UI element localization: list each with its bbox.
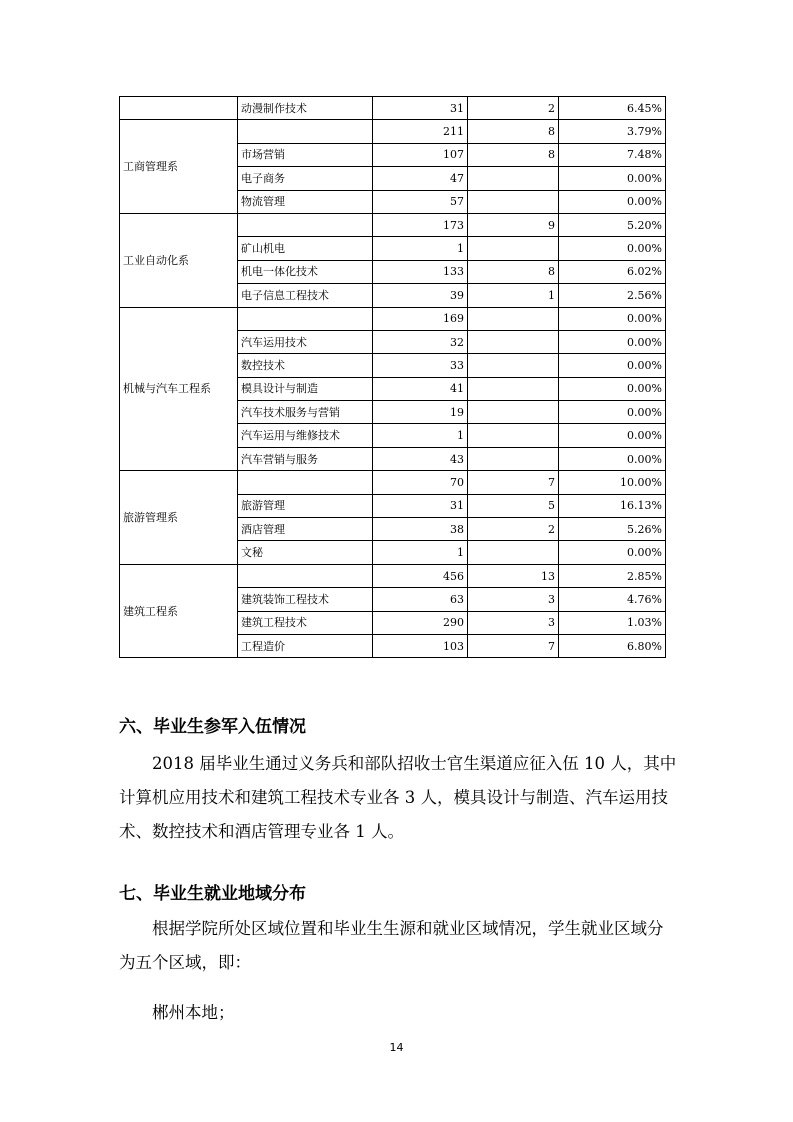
rate-cell: 6.80% [559,634,666,657]
rate-cell: 5.20% [559,213,666,236]
rate-cell: 10.00% [559,471,666,494]
enlisted-cell [468,307,559,330]
section7-paragraph: 根据学院所处区域位置和毕业生生源和就业区域情况，学生就业区域分为五个区域，即： [119,919,664,972]
department-cell: 机械与汽车工程系 [120,307,238,471]
count-cell: 1 [373,237,468,260]
major-cell: 电子商务 [238,167,373,190]
count-cell: 63 [373,588,468,611]
enlisted-cell [468,167,559,190]
rate-cell: 16.13% [559,494,666,517]
rate-cell: 2.56% [559,284,666,307]
enlisted-cell: 1 [468,284,559,307]
table-row [120,97,666,120]
enlisted-cell: 9 [468,213,559,236]
major-cell: 汽车技术服务与营销 [238,401,373,424]
employment-table [119,96,666,658]
count-cell: 133 [373,260,468,283]
major-cell: 汽车运用技术 [238,330,373,353]
count-cell: 43 [373,447,468,470]
department-cell: 建筑工程系 [120,564,238,658]
major-cell: 汽车营销与服务 [238,447,373,470]
enlisted-cell: 8 [468,120,559,143]
enlisted-cell: 5 [468,494,559,517]
count-cell: 456 [373,564,468,587]
rate-cell: 6.45% [559,97,666,120]
major-cell: 建筑装饰工程技术 [238,588,373,611]
count-cell: 32 [373,330,468,353]
count-cell: 70 [373,471,468,494]
count-cell: 1 [373,541,468,564]
rate-cell: 0.00% [559,167,666,190]
enlisted-cell: 2 [468,518,559,541]
major-cell: 机电一体化技术 [238,260,373,283]
enlisted-cell [468,354,559,377]
count-cell: 33 [373,354,468,377]
enlisted-cell [468,190,559,213]
rate-cell: 7.48% [559,143,666,166]
section7-heading: 七、毕业生就业地域分布 [119,884,306,904]
rate-cell: 2.85% [559,564,666,587]
count-cell: 19 [373,401,468,424]
rate-cell: 0.00% [559,307,666,330]
enlisted-cell: 3 [468,588,559,611]
count-cell: 1 [373,424,468,447]
major-cell: 数控技术 [238,354,373,377]
enlisted-cell [468,377,559,400]
enlisted-cell: 7 [468,634,559,657]
rate-cell: 5.26% [559,518,666,541]
section6-paragraph: 2018 届毕业生通过义务兵和部队招收士官生渠道应征入伍 10 人，其中计算机应用技术和建筑工程技术专业各 3 人，模具设计与制造、汽车运用技术、数控技术和酒店管理专业各 1 人。 [119,754,677,841]
department-cell [120,97,238,120]
page-number: 14 [389,1041,404,1054]
count-cell: 41 [373,377,468,400]
rate-cell: 0.00% [559,237,666,260]
rate-cell: 0.00% [559,354,666,377]
major-cell: 工程造价 [238,634,373,657]
count-cell: 31 [373,494,468,517]
major-cell: 电子信息工程技术 [238,284,373,307]
major-cell: 矿山机电 [238,237,373,260]
major-cell [238,564,373,587]
rate-cell: 0.00% [559,190,666,213]
department-cell: 工商管理系 [120,120,238,214]
section6-heading: 六、毕业生参军入伍情况 [119,717,306,737]
rate-cell: 3.79% [559,120,666,143]
major-cell [238,213,373,236]
count-cell: 57 [373,190,468,213]
enlisted-cell [468,424,559,447]
major-cell [238,307,373,330]
table-row [120,564,666,587]
count-cell: 169 [373,307,468,330]
enlisted-cell: 7 [468,471,559,494]
rate-cell: 0.00% [559,424,666,447]
section7-paragraph-2: 郴州本地； [152,1003,235,1022]
enlisted-cell [468,447,559,470]
count-cell: 103 [373,634,468,657]
major-cell [238,120,373,143]
count-cell: 47 [373,167,468,190]
count-cell: 107 [373,143,468,166]
enlisted-cell [468,237,559,260]
count-cell: 31 [373,97,468,120]
count-cell: 173 [373,213,468,236]
enlisted-cell: 2 [468,97,559,120]
rate-cell: 0.00% [559,541,666,564]
department-cell: 旅游管理系 [120,471,238,565]
enlisted-cell [468,330,559,353]
rate-cell: 0.00% [559,377,666,400]
department-cell: 工业自动化系 [120,213,238,307]
major-cell: 文秘 [238,541,373,564]
enlisted-cell: 3 [468,611,559,634]
rate-cell: 0.00% [559,447,666,470]
rate-cell: 0.00% [559,330,666,353]
major-cell: 酒店管理 [238,518,373,541]
major-cell: 动漫制作技术 [238,97,373,120]
rate-cell: 0.00% [559,401,666,424]
major-cell: 汽车运用与维修技术 [238,424,373,447]
enlisted-cell [468,541,559,564]
count-cell: 211 [373,120,468,143]
major-cell: 市场营销 [238,143,373,166]
major-cell: 建筑工程技术 [238,611,373,634]
major-cell: 旅游管理 [238,494,373,517]
major-cell: 物流管理 [238,190,373,213]
count-cell: 290 [373,611,468,634]
enlisted-cell [468,401,559,424]
rate-cell: 4.76% [559,588,666,611]
enlisted-cell: 13 [468,564,559,587]
table-row [120,213,666,236]
table-row [120,307,666,330]
enlisted-cell: 8 [468,143,559,166]
enlisted-cell: 8 [468,260,559,283]
rate-cell: 1.03% [559,611,666,634]
major-cell [238,471,373,494]
count-cell: 38 [373,518,468,541]
table-row [120,471,666,494]
rate-cell: 6.02% [559,260,666,283]
major-cell: 模具设计与制造 [238,377,373,400]
count-cell: 39 [373,284,468,307]
table-row [120,120,666,143]
